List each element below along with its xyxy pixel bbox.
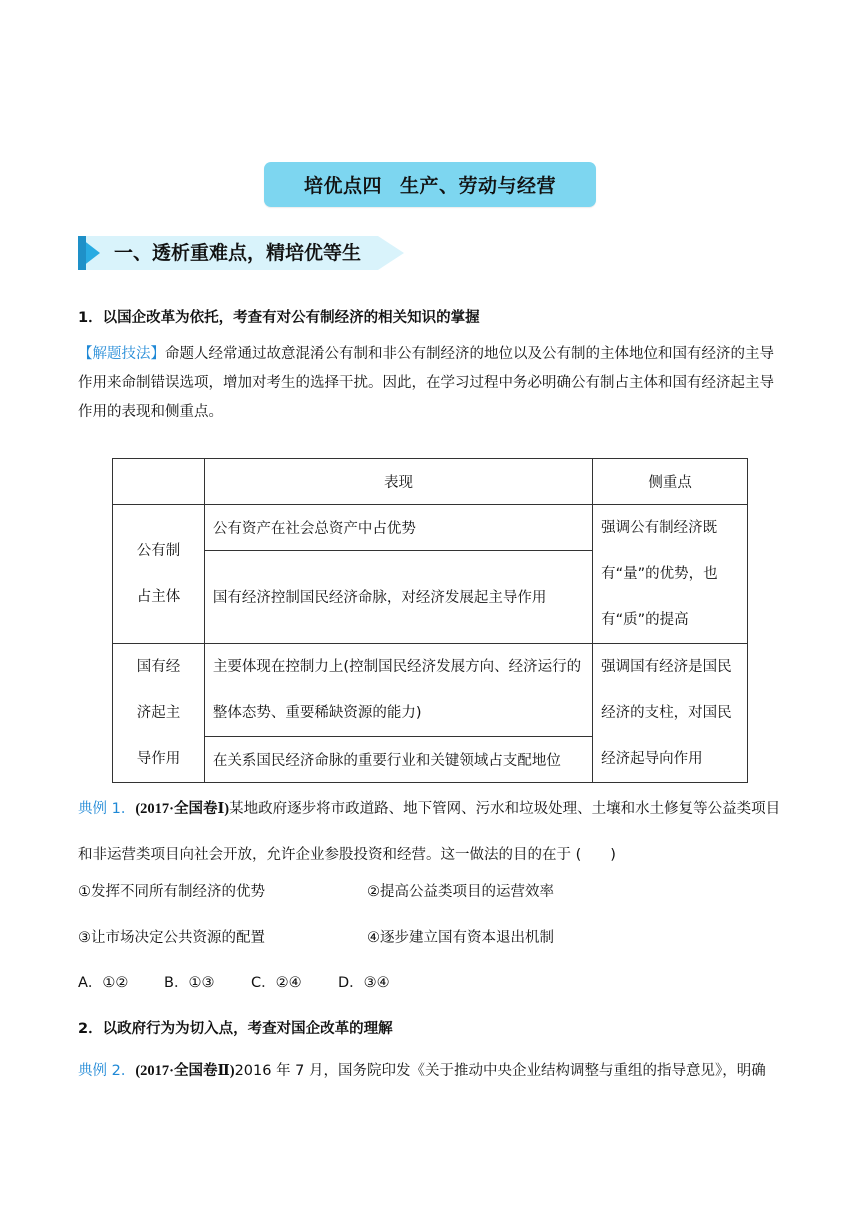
choice-b: B．①③ xyxy=(164,975,215,991)
group2-label: 国有经济起主导作用 xyxy=(113,644,205,783)
example-2 xyxy=(78,1057,784,1086)
example-1-label: 典例 1． xyxy=(78,801,136,817)
banner-part1: 培优点四 xyxy=(303,175,382,197)
table-row xyxy=(113,505,748,551)
choice-c: C．②④ xyxy=(251,975,302,991)
example-2-label: 典例 2． xyxy=(78,1063,136,1079)
tip-paragraph xyxy=(78,340,784,427)
section-title: 一、透析重难点，精培优等生 xyxy=(114,242,362,264)
group1-row2: 国有经济控制国民经济命脉，对经济发展起主导作用 xyxy=(204,550,592,643)
header-col1: 表现 xyxy=(204,459,592,505)
example-1-source: (2017·全国卷Ⅰ) xyxy=(135,801,230,817)
tip-text: 命题人经常通过故意混淆公有制和非公有制经济的地位以及公有制的主体地位和国有经济的主导作用来命制错误选项，增加对考生的选择干扰。因此，在学习过程中务必明确公有制占主体和国有经济起主导作用的表现和侧重点。 xyxy=(78,346,774,420)
section-heading xyxy=(78,236,404,270)
option-1: ①发挥不同所有制经济的优势 xyxy=(78,884,265,900)
tip-label: 【解题技法】 xyxy=(78,346,165,362)
question-1-title: 1．以国企改革为依托，考查有对公有制经济的相关知识的掌握 xyxy=(78,310,480,326)
group1-row1: 公有资产在社会总资产中占优势 xyxy=(204,505,592,551)
choice-a: A．①② xyxy=(78,975,129,991)
group1-focus: 强调公有制经济既有“量”的优势，也有“质”的提高 xyxy=(593,505,748,644)
table-header-row xyxy=(113,459,748,505)
group2-row1: 主要体现在控制力上(控制国民经济发展方向、经济运行的整体态势、重要稀缺资源的能力) xyxy=(204,644,592,737)
option-2: ②提高公益类项目的运营效率 xyxy=(367,884,554,900)
table-row xyxy=(113,644,748,737)
example-1-text: 某地政府逐步将市政道路、地下管网、污水和垃圾处理、土壤和水土修复等公益类项目和非运营类项目向社会开放，允许企业参股投资和经营。这一做法的目的在于 ( ) xyxy=(78,801,781,863)
choice-d: D．③④ xyxy=(338,975,390,991)
example-1 xyxy=(78,786,784,878)
example-2-source: (2017·全国卷Ⅱ) xyxy=(135,1063,235,1079)
arrow-bar-icon xyxy=(78,236,86,270)
topic-banner xyxy=(264,162,596,207)
header-blank xyxy=(113,459,205,505)
group1-label: 公有制占主体 xyxy=(113,505,205,644)
knowledge-table xyxy=(112,458,748,783)
group2-row2: 在关系国民经济命脉的重要行业和关键领域占支配地位 xyxy=(204,737,592,783)
option-3: ③让市场决定公共资源的配置 xyxy=(78,930,265,946)
group2-focus: 强调国有经济是国民经济的支柱，对国民经济起导向作用 xyxy=(593,644,748,783)
question-2-title: 2．以政府行为为切入点，考查对国企改革的理解 xyxy=(78,1021,393,1037)
example-2-text: 2016 年 7 月，国务院印发《关于推动中央企业结构调整与重组的指导意见》，明确 xyxy=(234,1063,766,1079)
header-col2: 侧重点 xyxy=(593,459,748,505)
banner-part2: 生产、劳动与经营 xyxy=(400,175,557,197)
option-4: ④逐步建立国有资本退出机制 xyxy=(367,930,554,946)
